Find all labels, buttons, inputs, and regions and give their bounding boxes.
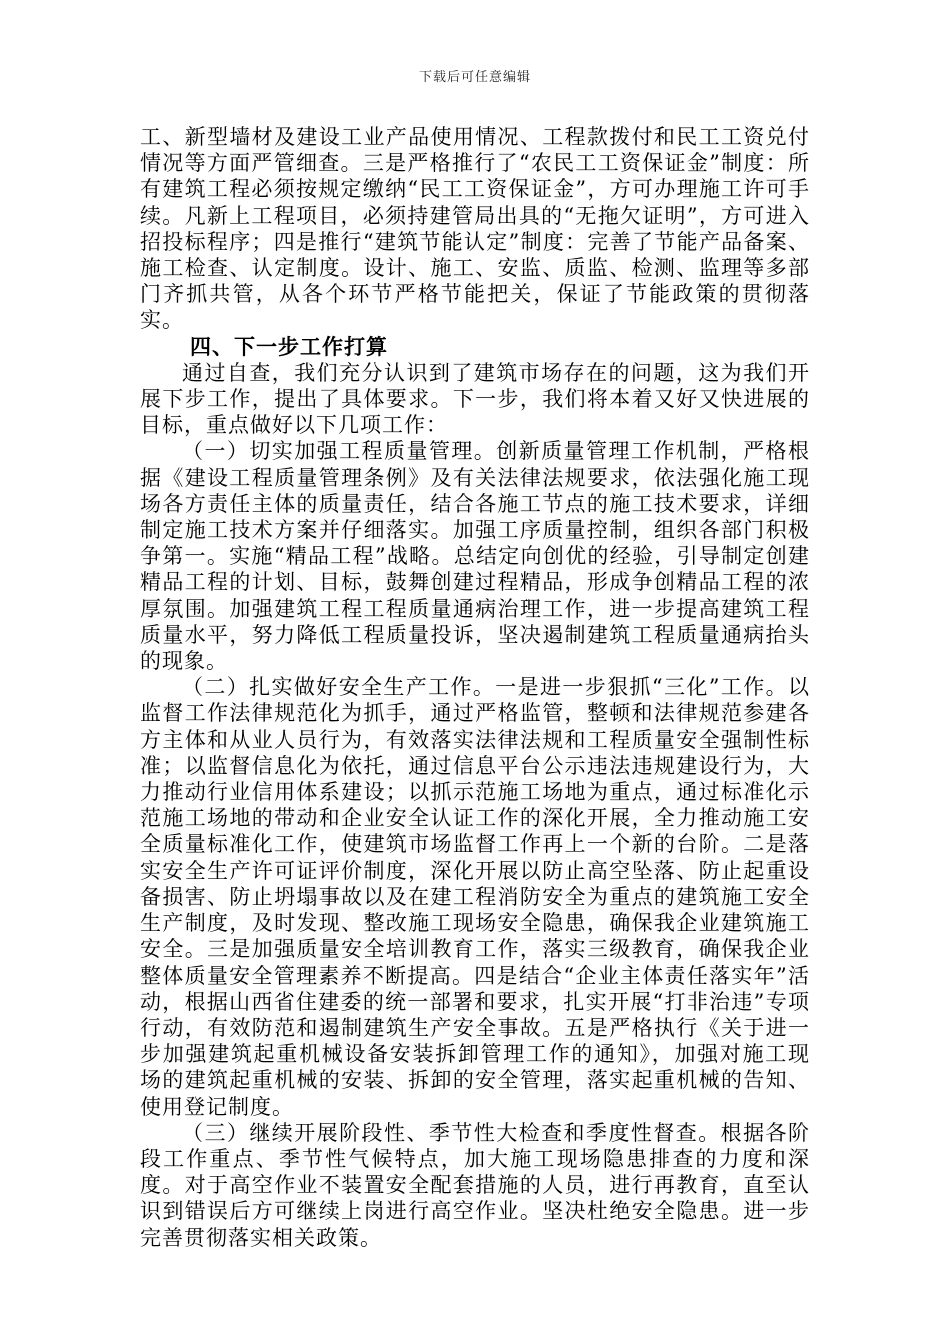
paragraph-intro: 通过自查，我们充分认识到了建筑市场存在的问题，这为我们开展下步工作，提出了具体要求。下一步，我们将本着又好又快进展的目标，重点做好以下几项工作：	[140, 360, 810, 438]
paragraph-continued: 工、新型墙材及建设工业产品使用情况、工程款拨付和民工工资兑付情况等方面严管细查。三是严格推行了“农民工工资保证金”制度：所有建筑工程必须按规定缴纳“民工工资保证金”，方可办理施工许可手续。凡新上工程项目，必须持建管局出具的“无拖欠证明”，方可进入招投标程序；四是推行“建筑节能认定”制度：完善了节能产品备案、施工检查、认定制度。设计、施工、安监、质监、检测、监理等多部门齐抓共管，从各个环节严格节能把关，保证了节能政策的贯彻落实。	[140, 125, 810, 333]
paragraph-item-2: （二）扎实做好安全生产工作。一是进一步狠抓“三化”工作。以监督工作法律规范化为抓手，通过严格监管，整顿和法律规范参建各方主体和从业人员行为，有效落实法律法规和工程质量安全强制性标准；以监督信息化为依托，通过信息平台公示违法违规建设行为，大力推动行业信用体系建设；以抓示范施工场地为重点，通过标准化示范施工场地的带动和企业安全认证工作的深化开展，全力推动施工安全质量标准化工作，使建筑市场监督工作再上一个新的台阶。二是落实安全生产许可证评价制度，深化开展以防止高空坠落、防止起重设备损害、防止坍塌事故以及在建工程消防安全为重点的建筑施工安全生产制度，及时发现、整改施工现场安全隐患，确保我企业建筑施工安全。三是加强质量安全培训教育工作，落实三级教育，确保我企业整体质量安全管理素养不断提高。四是结合“企业主体责任落实年”活动，根据山西省住建委的统一部署和要求，扎实开展“打非治违”专项行动，有效防范和遏制建筑生产安全事故。五是严格执行《关于进一步加强建筑起重机械设备安装拆卸管理工作的通知》，加强对施工现场的建筑起重机械的安装、拆卸的安全管理，落实起重机械的告知、使用登记制度。	[140, 675, 810, 1119]
document-body	[140, 124, 810, 1251]
page-header: 下载后可任意编辑	[418, 70, 531, 85]
section-heading: 四、下一步工作打算	[190, 334, 388, 359]
paragraph-item-3: （三）继续开展阶段性、季节性大检查和季度性督查。根据各阶段工作重点、季节性气候特点，加大施工现场隐患排查的力度和深度。对于高空作业不装置安全配套措施的人员，进行再教育，直至认识到错误后方可继续上岗进行高空作业。坚决杜绝安全隐患。进一步完善贯彻落实相关政策。	[140, 1120, 810, 1250]
paragraph-item-1: （一）切实加强工程质量管理。创新质量管理工作机制，严格根据《建设工程质量管理条例》及有关法律法规要求，依法强化施工现场各方责任主体的质量责任，结合各施工节点的施工技术要求，详细制定施工技术方案并仔细落实。加强工序质量控制，组织各部门积极争第一。实施“精品工程”战略。总结定向创优的经验，引导制定创建精品工程的计划、目标，鼓舞创建过程精品，形成争创精品工程的浓厚氛围。加强建筑工程工程质量通病治理工作，进一步提高建筑工程质量水平，努力降低工程质量投诉，坚决遏制建筑工程质量通病抬头的现象。	[140, 439, 810, 674]
